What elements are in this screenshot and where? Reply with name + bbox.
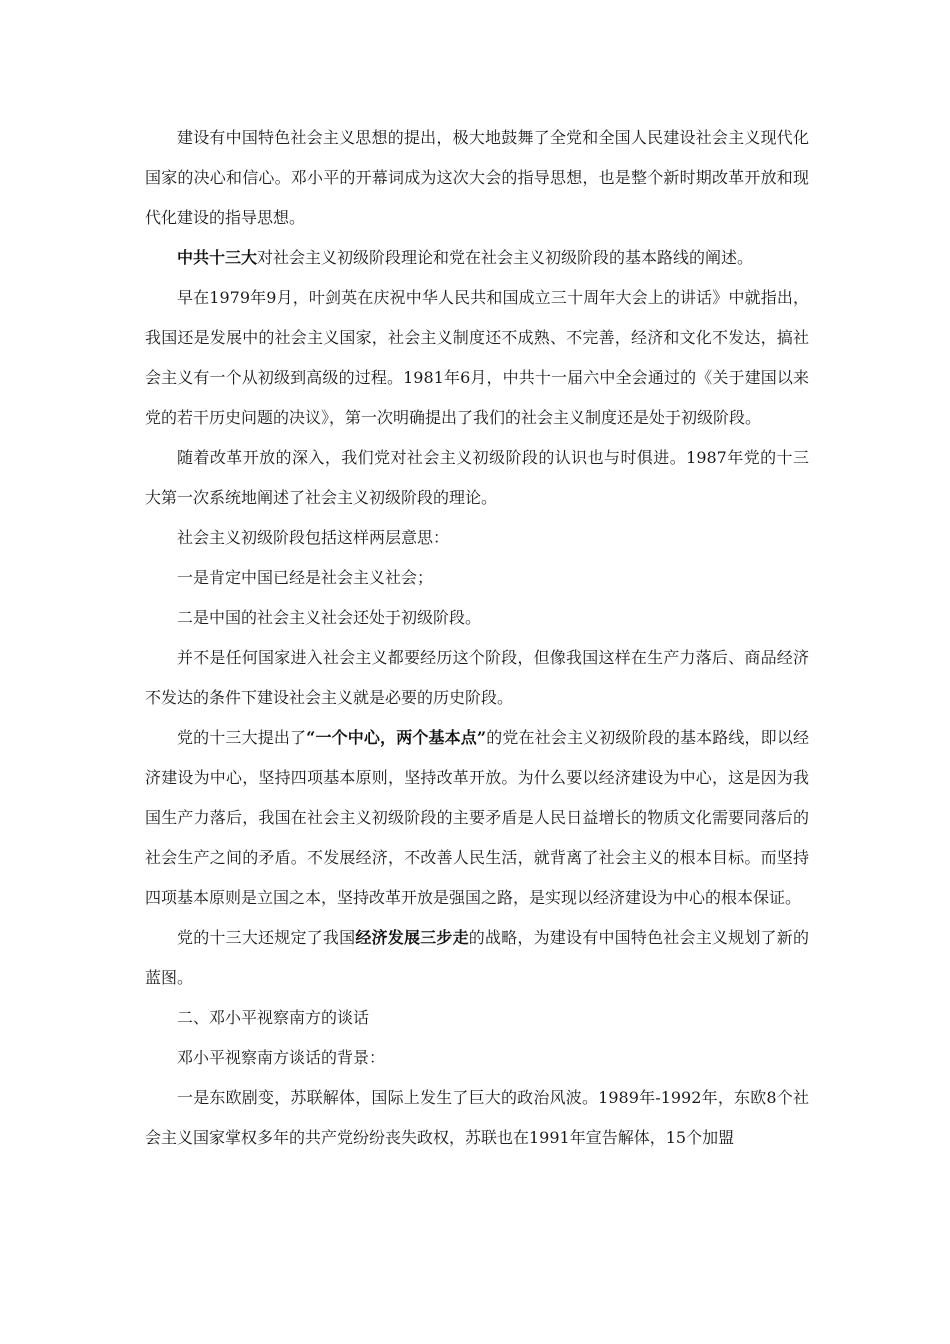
paragraph-text: 早在1979年9月，叶剑英在庆祝中华人民共和国成立三十周年大会上的讲话》中就指出，我国还是发展中的社会主义国家，社会主义制度还不成熟、不完善，经济和文化不发达，搞社会主义有一个从初级到高级的过程。1981年6月，中共十一届六中全会通过的《关于建国以来党的若干历史问题的决议》，第一次明确提出了我们的社会主义制度还是处于初级阶段。: [145, 288, 809, 427]
paragraph-two-meanings: [145, 518, 809, 558]
paragraph-text: 一是东欧剧变，苏联解体，国际上发生了巨大的政治风波。1989年-1992年，东欧8个社会主义国家掌权多年的共产党纷纷丧失政权，苏联也在1991年宣告解体，15个加盟: [145, 1088, 809, 1147]
paragraph-text: 党的十三大还规定了我国: [177, 928, 356, 947]
paragraph-text: 建设有中国特色社会主义思想的提出，极大地鼓舞了全党和全国人民建设社会主义现代化国家的决心和信心。邓小平的开幕词成为这次大会的指导思想，也是整个新时期改革开放和现代化建设的指导思想。: [145, 128, 809, 227]
paragraph-meaning-two: [145, 598, 809, 638]
paragraph-necessary-stage: [145, 638, 809, 718]
paragraph-basic-line: [145, 718, 809, 918]
bold-term: “一个中心，两个基本点”: [306, 728, 487, 747]
paragraph-background-one: [145, 1078, 809, 1158]
paragraph-text: 的党在社会主义初级阶段的基本路线，即以经济建设为中心，坚持四项基本原则，坚持改革开放。为什么要以经济建设为中心，这是因为我国生产力落后，我国在社会主义初级阶段的主要矛盾是人民日益增长的物质文化需要同落后的社会生产之间的矛盾。不发展经济，不改善人民生活，就背离了社会主义的根本目标。而坚持四项基本原则是立国之本，坚持改革开放是强国之路，是实现以经济建设为中心的根本保证。: [145, 728, 809, 907]
paragraph-text: 邓小平视察南方谈话的背景：: [177, 1048, 386, 1067]
document-body: [145, 118, 809, 1158]
paragraph-history-1979: [145, 278, 809, 438]
section-heading-text: 二、邓小平视察南方的谈话: [177, 1008, 370, 1027]
paragraph-reform-deepening: [145, 438, 809, 518]
paragraph-text: 社会主义初级阶段包括这样两层意思：: [177, 528, 450, 547]
paragraph-text: 党的十三大提出了: [177, 728, 307, 747]
paragraph-13th-congress-heading: [145, 238, 809, 278]
paragraph-text: 随着改革开放的深入，我们党对社会主义初级阶段的认识也与时俱进。1987年党的十三大第一次系统地阐述了社会主义初级阶段的理论。: [145, 448, 809, 507]
section-heading-southern-tour: [145, 998, 809, 1038]
paragraph-meaning-one: [145, 558, 809, 598]
paragraph-three-steps: [145, 918, 809, 998]
paragraph-text: 的战略，为建设有中国特色社会主义规划了新的蓝图。: [145, 928, 809, 987]
bold-term: 中共十三大: [177, 248, 258, 267]
paragraph-background-intro: [145, 1038, 809, 1078]
bold-term: 经济发展三步走: [355, 928, 469, 947]
paragraph-text: 一是肯定中国已经是社会主义社会；: [177, 568, 434, 587]
paragraph-text: 并不是任何国家进入社会主义都要经历这个阶段，但像我国这样在生产力落后、商品经济不发达的条件下建设社会主义就是必要的历史阶段。: [145, 648, 809, 707]
paragraph-intro: [145, 118, 809, 238]
paragraph-text: 对社会主义初级阶段理论和党在社会主义初级阶段的基本路线的阐述。: [257, 248, 754, 267]
paragraph-text: 二是中国的社会主义社会还处于初级阶段。: [177, 608, 482, 627]
